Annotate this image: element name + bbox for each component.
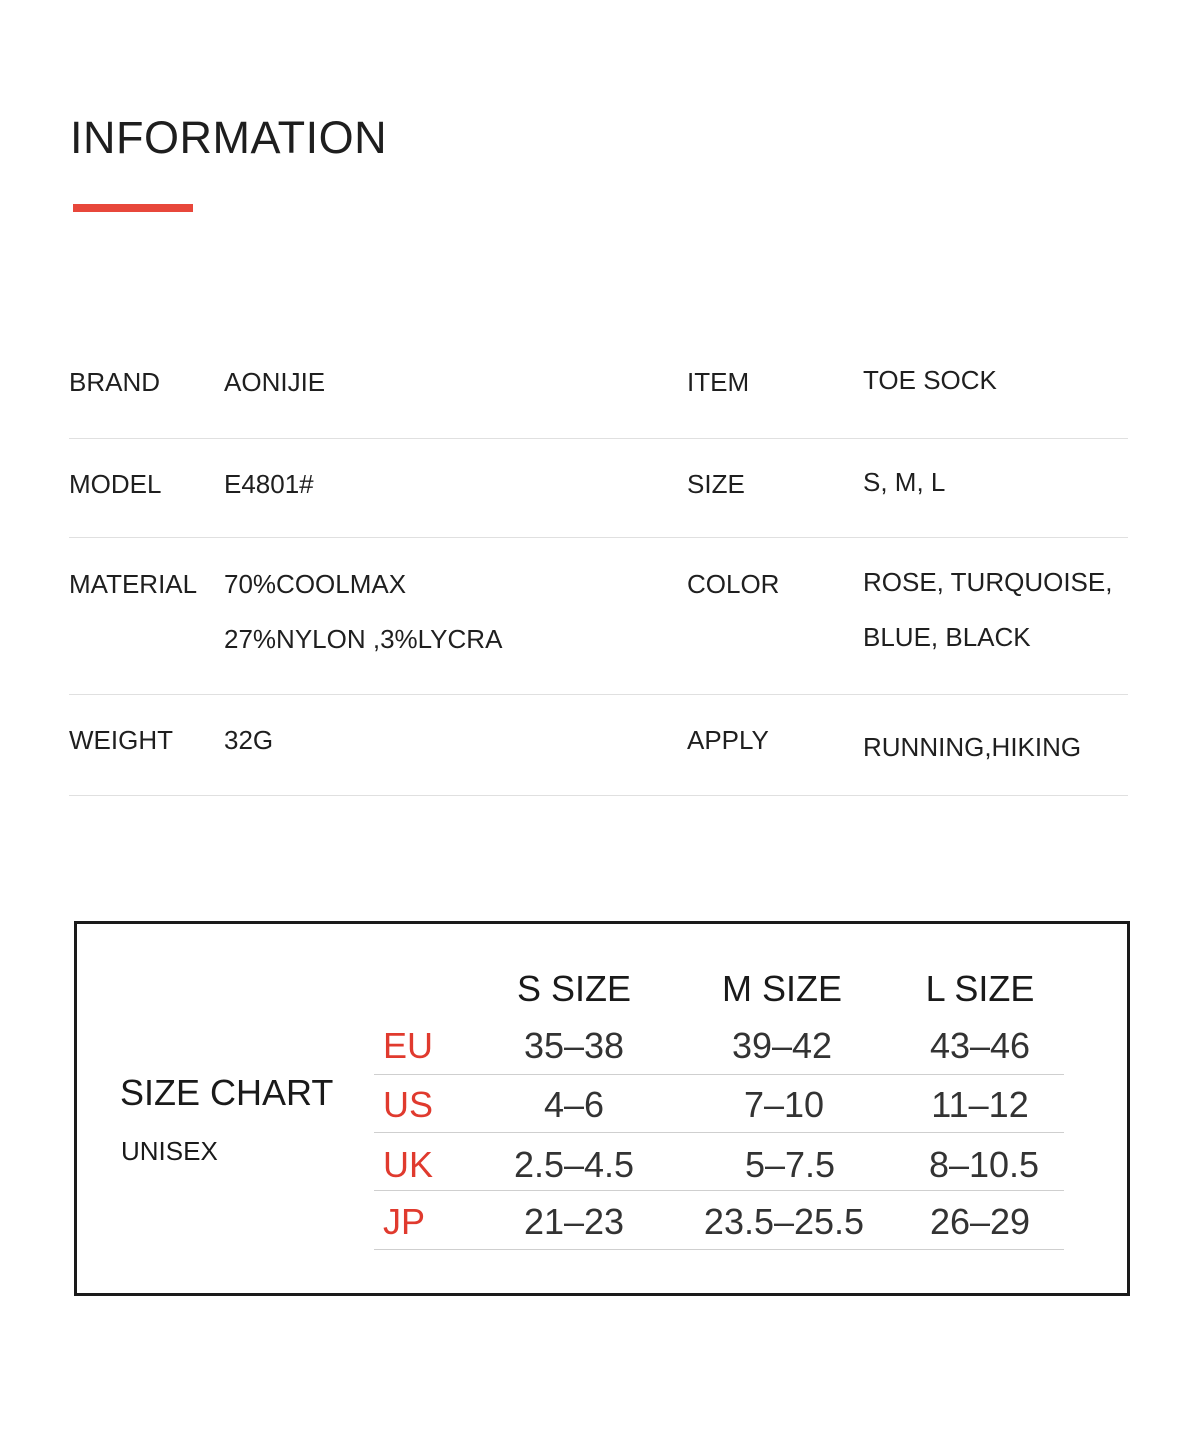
column-header-l: L SIZE xyxy=(925,968,1035,1009)
size-value: 11–12 xyxy=(931,1084,1029,1125)
size-value: 35–38 xyxy=(523,1025,625,1066)
spec-value: TOE SOCK xyxy=(863,365,997,395)
size-value: 5–7.5 xyxy=(744,1144,836,1185)
size-value: 2.5–4.5 xyxy=(513,1144,635,1185)
size-value: 4–6 xyxy=(543,1084,605,1125)
size-value: 26–29 xyxy=(929,1201,1031,1242)
region-label: US xyxy=(383,1084,434,1125)
size-value: 23.5–25.5 xyxy=(703,1201,865,1242)
spec-label: MODEL xyxy=(69,469,162,499)
size-chart-title: SIZE CHART xyxy=(120,1072,334,1113)
size-row-uk xyxy=(374,1132,1064,1191)
spec-value: AONIJIE xyxy=(224,367,326,397)
region-label: UK xyxy=(383,1144,434,1185)
region-label: JP xyxy=(383,1201,426,1242)
spec-label: MATERIAL xyxy=(69,569,198,599)
spec-value: ROSE, TURQUOISE, xyxy=(863,567,1113,597)
spec-value: S, M, L xyxy=(863,467,946,497)
spec-row-brand-item xyxy=(69,338,1128,439)
size-value: 7–10 xyxy=(743,1084,825,1125)
spec-value: RUNNING,HIKING xyxy=(863,732,1082,762)
column-header-s: S SIZE xyxy=(516,968,632,1009)
spec-label: WEIGHT xyxy=(69,725,173,755)
page-title: INFORMATION xyxy=(70,112,388,163)
spec-label: APPLY xyxy=(687,725,769,755)
spec-value: 70%COOLMAX xyxy=(224,569,407,599)
size-row-us xyxy=(374,1074,1064,1133)
spec-value: 27%NYLON ,3%LYCRA xyxy=(224,624,503,654)
spec-label: COLOR xyxy=(687,569,780,599)
spec-value: E4801# xyxy=(224,469,314,499)
column-header-m: M SIZE xyxy=(721,968,842,1009)
spec-value: 32G xyxy=(224,725,274,755)
spec-label: SIZE xyxy=(687,469,745,499)
region-label: EU xyxy=(383,1025,434,1066)
size-value: 39–42 xyxy=(731,1025,833,1066)
spec-table xyxy=(69,338,1128,796)
size-value: 43–46 xyxy=(929,1025,1031,1066)
spec-value: BLUE, BLACK xyxy=(863,622,1031,652)
size-row-eu xyxy=(374,1016,1064,1075)
size-value: 21–23 xyxy=(523,1201,625,1242)
spec-row-model-size xyxy=(69,439,1128,538)
spec-label: ITEM xyxy=(687,367,750,397)
spec-row-weight-apply xyxy=(69,695,1128,796)
size-chart-box xyxy=(74,921,1130,1296)
size-row-jp xyxy=(374,1191,1064,1250)
spec-row-material-color xyxy=(69,538,1128,695)
size-value: 8–10.5 xyxy=(928,1144,1040,1185)
title-accent-bar xyxy=(73,204,193,212)
spec-label: BRAND xyxy=(69,367,161,397)
size-chart-subtitle: UNISEX xyxy=(121,1136,218,1166)
